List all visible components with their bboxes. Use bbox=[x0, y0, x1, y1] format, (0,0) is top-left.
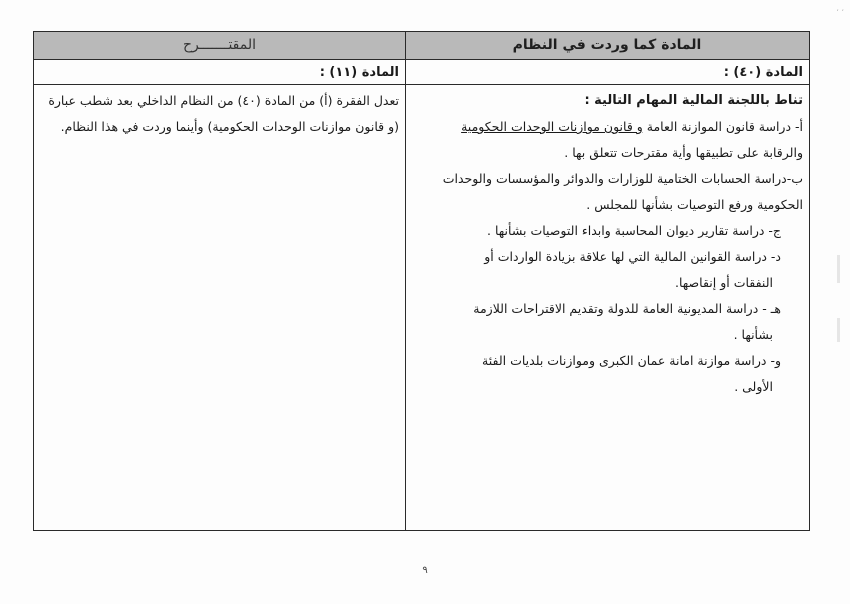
scan-corner-mark: ، ، bbox=[836, 4, 844, 13]
proposed-amendment-text bbox=[34, 88, 405, 140]
article-item-f: و- دراسة موازنة امانة عمان الكبرى وموازنات بلديات الفئة bbox=[482, 353, 781, 368]
amendment-line: تعدل الفقرة (أ) من المادة (٤٠) من النظام الداخلي بعد شطب عبارة bbox=[48, 93, 399, 108]
article-item-a bbox=[405, 114, 803, 140]
article-item-e: هـ - دراسة المديونية العامة للدولة وتقديم الاقتراحات اللازمة bbox=[473, 301, 781, 316]
header-proposed: المقتـــــــرح bbox=[182, 37, 257, 53]
scan-edge-mark bbox=[837, 255, 840, 283]
article-line: النفقات أو إنقاصها. bbox=[675, 275, 773, 290]
header-original-article: المادة كما وردت في النظام bbox=[512, 37, 702, 53]
article-line: بشأنها . bbox=[733, 327, 773, 342]
article-item-d: د- دراسة القوانين المالية التي لها علاقة بزيادة الواردات أو bbox=[484, 249, 781, 264]
article-line: والرقابة على تطبيقها وأية مقترحات تتعلق بها . bbox=[564, 145, 803, 160]
article-line: الحكومية ورفع التوصيات بشأنها للمجلس . bbox=[586, 197, 803, 212]
article-line: الأولى . bbox=[734, 379, 773, 394]
article-item-b: ب-دراسة الحسابات الختامية للوزارات والدوائر والمؤسسات والوحدات bbox=[442, 171, 803, 186]
page-number: ٩ bbox=[422, 565, 428, 576]
original-article-title: تناط باللجنة المالية المهام التالية : bbox=[584, 93, 803, 108]
scan-edge-mark bbox=[837, 318, 840, 342]
article-item-c: ج- دراسة تقارير ديوان المحاسبة وابداء التوصيات بشأنها . bbox=[487, 223, 781, 238]
article-number-row bbox=[34, 60, 809, 85]
underlined-phrase: و قانون موازنات الوحدات الحكومية bbox=[461, 119, 643, 134]
original-article-text bbox=[405, 88, 809, 400]
original-article-number: المادة (٤٠) : bbox=[723, 65, 803, 80]
amendment-line: (و قانون موازنات الوحدات الحكومية) وأينما وردت في هذا النظام. bbox=[60, 119, 399, 134]
comparison-table bbox=[33, 31, 810, 531]
proposed-article-number: المادة (١١) : bbox=[319, 65, 399, 80]
article-item-a-text: أ- دراسة قانون الموازنة العامة bbox=[642, 119, 803, 134]
table-header-row bbox=[34, 32, 809, 60]
